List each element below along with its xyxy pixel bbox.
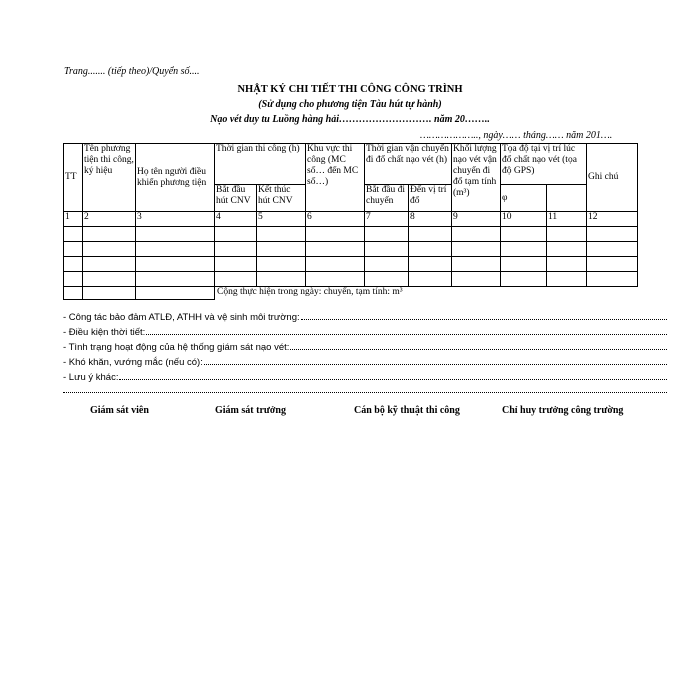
table-row [64,242,638,257]
header-coordinates: Tọa độ tại vị trí lúc đổ chất nạo vét (tọa độ GPS) [501,144,587,185]
column-number: 12 [587,212,638,227]
dotted-separator [63,392,667,393]
column-number-row [64,212,638,227]
column-number: 8 [409,212,452,227]
note-other [63,368,667,383]
header-volume: Khối lượng nạo vét vận chuyển đi đổ tạm tính (m³) [452,144,501,212]
date-line: ……………….., ngày…… tháng…… năm 201…. [420,130,613,141]
signature-site-commander: Chỉ huy trưởng công trường [502,405,624,416]
column-number: 6 [306,212,365,227]
column-number: 2 [83,212,136,227]
column-number: 7 [365,212,409,227]
notes-section [63,308,667,383]
daily-total-text: Cộng thực hiện trong ngày: chuyến, tạm tính: m³ [217,287,403,297]
column-number: 3 [136,212,215,227]
column-number: 4 [215,212,257,227]
note-label: - Lưu ý khác: [63,372,119,383]
table-row [64,227,638,242]
document-title: NHẬT KÝ CHI TIẾT THI CÔNG CÔNG TRÌNH [237,84,463,95]
header-time-start: Bắt đầu hút CNV [215,185,257,212]
column-number: 1 [64,212,83,227]
note-label: - Khó khăn, vướng mắc (nếu có): [63,357,203,368]
table-row [64,272,638,287]
project-line: Nạo vét duy tu Luồng hàng hải………………………. năm 20…….. [210,114,490,125]
note-label: - Tình trạng hoạt động của hệ thống giám sát nạo vét: [63,342,290,353]
signature-technical-officer: Cán bộ kỹ thuật thi công [354,405,460,416]
summary-row [64,287,638,300]
note-label: - Công tác bảo đảm ATLĐ, ATHH và vệ sinh môi trường: [63,312,300,323]
header-vehicle-name: Tên phương tiện thi công, ký hiệu [83,144,136,212]
note-weather [63,323,667,338]
signature-chief-supervisor: Giám sát trưởng [215,405,286,416]
header-notes: Ghi chú [587,144,638,212]
note-difficulties [63,353,667,368]
header-transport-time: Thời gian vận chuyển đi đổ chất nạo vét (h) [365,144,452,185]
page-number-line: Trang....... (tiếp theo)/Quyển số.... [64,66,200,77]
log-table [63,143,638,300]
column-number: 11 [547,212,587,227]
column-number: 10 [501,212,547,227]
column-number: 9 [452,212,501,227]
header-construction-area: Khu vực thi công (MC số… đến MC số…) [306,144,365,212]
header-coord-lambda [547,185,587,212]
header-coord-phi: φ [501,185,547,212]
note-monitoring-system [63,338,667,353]
note-label: - Điều kiện thời tiết: [63,327,146,338]
header-tt: TT [64,144,83,212]
note-safety [63,308,667,323]
header-operator-name: Họ tên người điều khiển phương tiện [136,144,215,212]
header-transport-arrive: Đến vị trí đổ [409,185,452,212]
header-time-end: Kết thúc hút CNV [257,185,306,212]
header-transport-start: Bắt đầu đi chuyển [365,185,409,212]
column-number: 5 [257,212,306,227]
header-row-1 [64,144,638,185]
header-construction-time: Thời gian thi công (h) [215,144,306,185]
document-subtitle: (Sử dụng cho phương tiện Tàu hút tự hành) [258,99,442,110]
signature-supervisor: Giám sát viên [90,405,149,416]
table-row [64,257,638,272]
